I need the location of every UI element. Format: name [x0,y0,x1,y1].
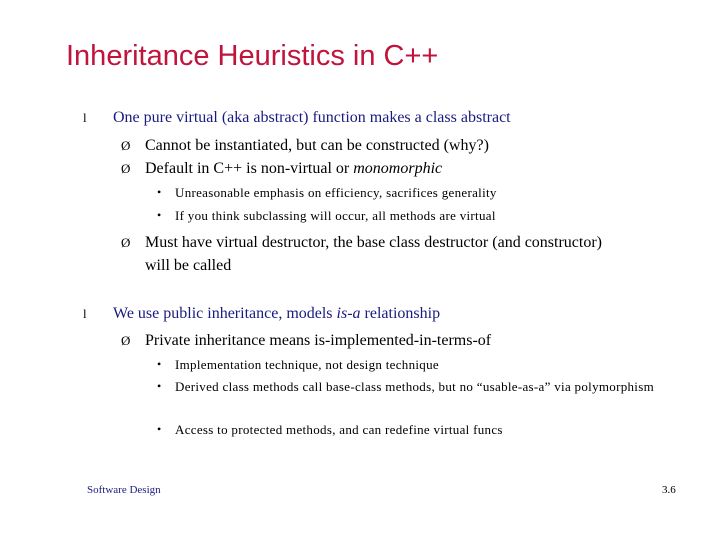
detail-2-1-3-text: Access to protected methods, and can redefine virtual funcs [175,422,503,437]
bullet-2-text-before: We use public inheritance, models [113,305,337,322]
bullet-marker-2: l [83,306,87,321]
bullet-1-text: One pure virtual (aka abstract) function makes a class abstract [113,109,511,126]
dot-marker-2-1-2: • [157,379,162,393]
sub-bullet-2-1 [121,329,492,352]
detail-1-2-2-text: If you think subclassing will occur, all methods are virtual [175,208,496,223]
dot-marker-1-2-1: • [157,185,162,199]
arrow-marker-2-1: Ø [121,333,131,348]
detail-2-1-3 [157,422,503,437]
footer-slide-number: 3.6 [662,484,676,496]
footer-course-name: Software Design [87,484,161,496]
detail-2-1-1 [157,357,439,372]
detail-2-1-1-text: Implementation technique, not design technique [175,357,439,372]
arrow-marker-1-1: Ø [121,138,131,153]
detail-2-1-2-text: Derived class methods call base-class methods, but no “usable-as-a” via polymorphism [175,379,654,394]
slide-title: Inheritance Heuristics in C++ [66,40,439,72]
bullet-marker-1: l [83,110,87,125]
sub-bullet-1-2 [121,157,443,180]
bullet-2 [83,305,441,323]
detail-2-1-2 [157,379,655,394]
sub-bullet-1-1 [121,134,489,157]
detail-1-2-2 [157,208,496,223]
sub-bullet-1-2-text: Default in C++ is non-virtual or [145,160,354,177]
sub-bullet-1-1-text: Cannot be instantiated, but can be constructed (why?) [145,137,489,154]
bullet-2-text-italic: is-a [336,305,361,322]
arrow-marker-1-2: Ø [121,161,131,176]
sub-bullet-1-3 [121,231,615,277]
sub-bullet-2-1-text: Private inheritance means is-implemented-in-terms-of [145,332,492,349]
bullet-1 [83,109,511,127]
sub-bullet-1-3-text: Must have virtual destructor, the base class destructor (and constructor) will be called [145,234,602,274]
sub-bullet-1-2-italic: monomorphic [353,160,443,177]
detail-1-2-1-text: Unreasonable emphasis on efficiency, sacrifices generality [175,185,497,200]
dot-marker-1-2-2: • [157,208,162,222]
dot-marker-2-1-3: • [157,422,162,436]
arrow-marker-1-3: Ø [121,235,131,250]
bullet-2-text-after: relationship [360,305,441,322]
detail-1-2-1 [157,185,497,200]
dot-marker-2-1-1: • [157,357,162,371]
